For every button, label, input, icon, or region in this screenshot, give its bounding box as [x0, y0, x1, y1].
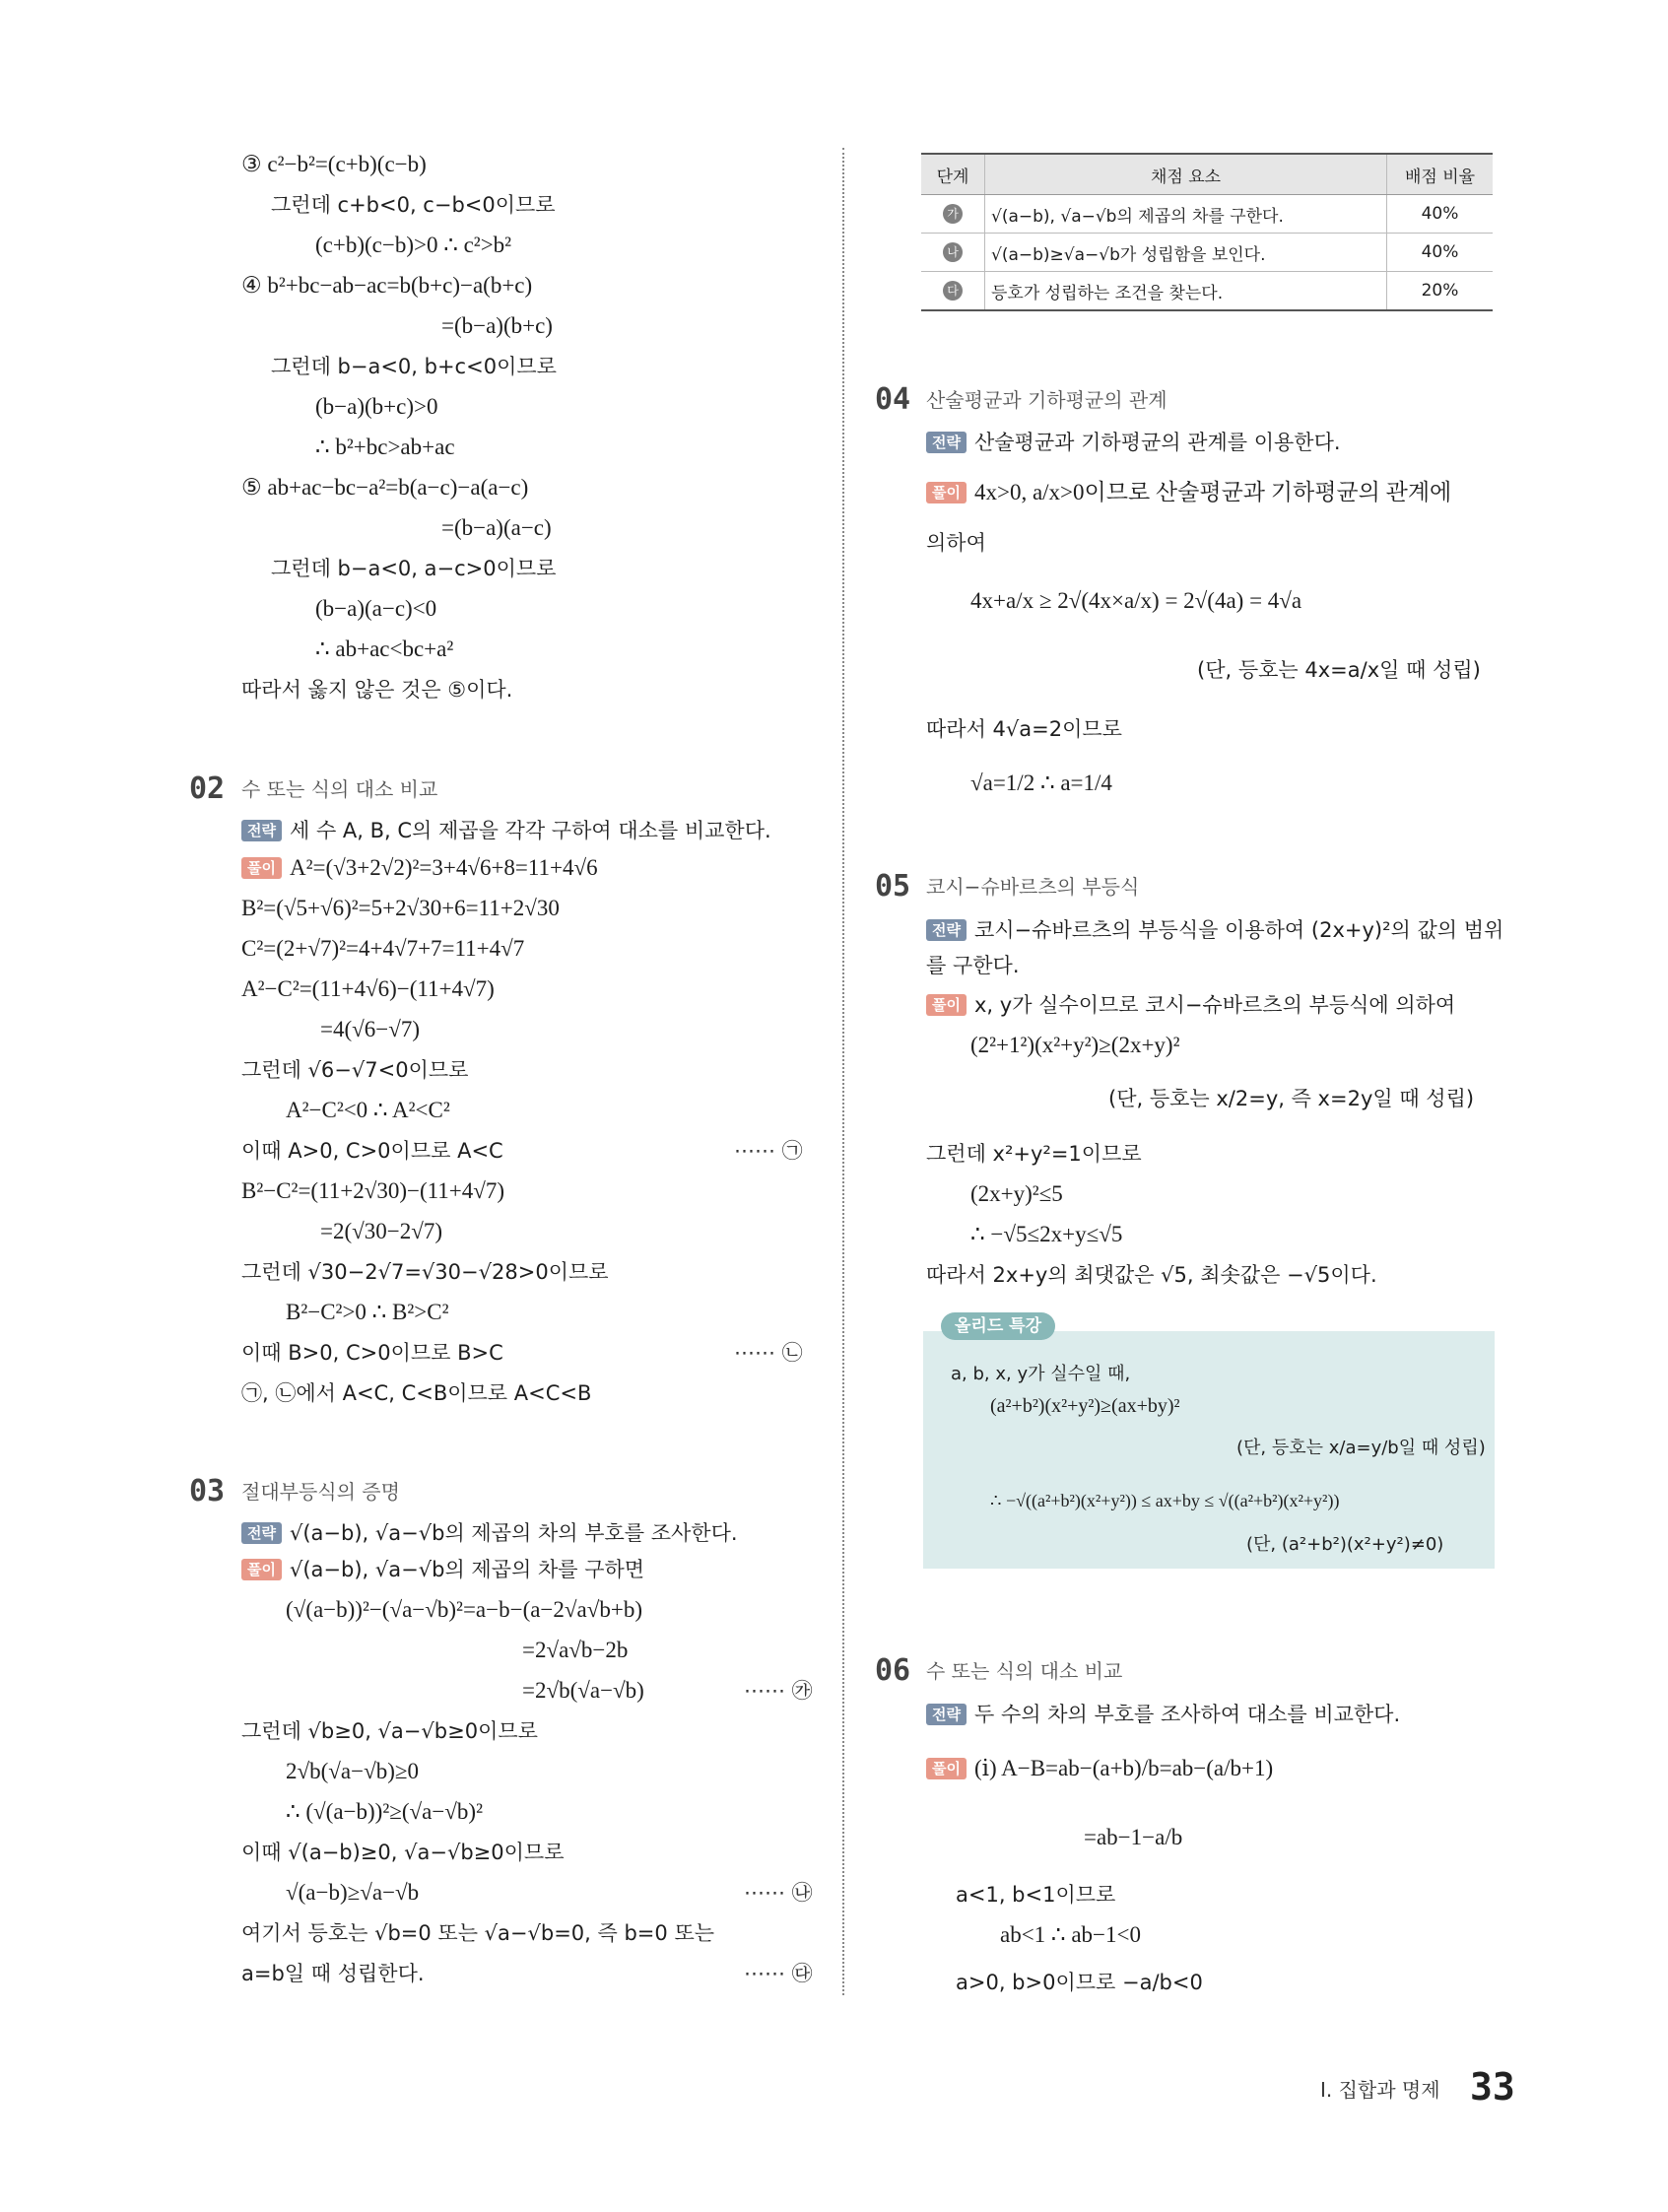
section-title: 절대부등식의 증명 — [241, 1480, 400, 1504]
math-line: 4x>0, a/x>0이므로 산술평균과 기하평균의 관계에 — [973, 480, 1452, 504]
math-line: x, y가 실수이므로 코시−슈바르츠의 부등식에 의하여 — [973, 993, 1456, 1017]
math-line: B²−C²=(11+2√30)−(11+4√7) — [241, 1178, 505, 1203]
math-line: 이때 B>0, C>0이므로 B>C — [241, 1341, 503, 1365]
text-line: (c+b)(c−b)>0 ∴ c²>b² — [315, 233, 512, 257]
text-line: 그런데 c+b<0, c−b<0이므로 — [271, 193, 556, 217]
strategy-text: 산술평균과 기하평균의 관계를 이용한다. — [973, 431, 1341, 454]
ratio-cell: 40% — [1387, 234, 1494, 272]
section-number: 03 — [189, 1474, 226, 1508]
item-cell: √(a−b), √a−√b의 제곱의 차를 구한다. — [985, 195, 1387, 234]
math-line: =2√a√b−2b — [522, 1638, 629, 1662]
section-title: 산술평균과 기하평균의 관계 — [926, 388, 1168, 412]
math-line: √(a−b), √a−√b의 제곱의 차를 구하면 — [289, 1558, 645, 1581]
math-line: 따라서 2x+y의 최댓값은 √5, 최솟값은 −√5이다. — [926, 1263, 1377, 1287]
text-line: ④ b²+bc−ab−ac=b(b+c)−a(b+c) — [241, 273, 533, 298]
table-row — [921, 195, 1493, 234]
chapter-label: Ⅰ. 집합과 명제 — [1320, 2078, 1440, 2102]
math-line: 4x+a/x ≥ 2√(4x×a/x) = 2√(4a) = 4√a — [970, 588, 1302, 613]
page-number: 33 — [1470, 2065, 1515, 2109]
table-row — [921, 234, 1493, 272]
math-line: (단, 등호는 x/2=y, 즉 x=2y일 때 성립) — [1108, 1087, 1475, 1110]
section-title: 수 또는 식의 대소 비교 — [926, 1659, 1123, 1683]
solution-tag: 풀이 — [926, 1758, 967, 1779]
text-line: 따라서 옳지 않은 것은 ⑤이다. — [241, 678, 513, 702]
strategy-line — [241, 1518, 738, 1548]
column-divider — [842, 148, 844, 1995]
ratio-cell: 40% — [1387, 195, 1494, 234]
step-badge: 나 — [943, 242, 963, 262]
math-line: 2√b(√a−√b)≥0 — [286, 1759, 419, 1783]
strategy-tag: 전략 — [926, 919, 967, 941]
tip-badge: 올리드 특강 — [941, 1312, 1055, 1340]
strategy-text: 코시−슈바르츠의 부등식을 이용하여 (2x+y)²의 값의 범위 — [973, 918, 1504, 942]
math-line: (2x+y)²≤5 — [970, 1181, 1063, 1206]
strategy-text: 세 수 A, B, C의 제곱을 각각 구하여 대소를 비교한다. — [289, 819, 771, 842]
math-line: =ab−1−a/b — [1084, 1825, 1183, 1849]
math-line: ∴ (√(a−b))²≥(√a−√b)² — [286, 1799, 483, 1824]
text-line: (b−a)(b+c)>0 — [315, 394, 438, 419]
tip-line: (a²+b²)(x²+y²)≥(ax+by)² — [990, 1395, 1180, 1417]
math-line: 이때 √(a−b)≥0, √a−√b≥0이므로 — [241, 1841, 565, 1864]
text-line: =(b−a)(b+c) — [441, 313, 553, 338]
math-line: (2²+1²)(x²+y²)≥(2x+y)² — [970, 1033, 1180, 1057]
text-line: 그런데 b−a<0, a−c>0이므로 — [271, 557, 557, 580]
math-line: ㉠, ㉡에서 A<C, C<B이므로 A<C<B — [241, 1381, 592, 1405]
tip-line: ∴ −√((a²+b²)(x²+y²)) ≤ ax+by ≤ √((a²+b²)(x²+y²)) — [990, 1491, 1340, 1510]
strategy-text: 두 수의 차의 부호를 조사하여 대소를 비교한다. — [973, 1703, 1401, 1726]
text-line: ∴ b²+bc>ab+ac — [315, 435, 455, 459]
table-header-row — [921, 154, 1493, 195]
math-line: A²−C²<0 ∴ A²<C² — [286, 1098, 450, 1122]
header-step: 단계 — [921, 154, 985, 195]
marker-1: ⋯⋯ ㉠ — [734, 1139, 803, 1163]
solution-line — [241, 1555, 644, 1584]
section-number: 02 — [189, 771, 226, 806]
solution-tag: 풀이 — [241, 857, 282, 879]
text-line: =(b−a)(a−c) — [441, 515, 552, 540]
grading-table — [921, 153, 1493, 311]
text-line: 그런데 b−a<0, b+c<0이므로 — [271, 355, 557, 378]
solution-line — [926, 1754, 1273, 1783]
item-cell: √(a−b)≥√a−√b가 성립함을 보인다. — [985, 234, 1387, 272]
math-line: ab<1 ∴ ab−1<0 — [1000, 1922, 1141, 1947]
step-cell — [921, 234, 985, 272]
section-number: 05 — [875, 869, 911, 904]
marker-na: ⋯⋯ ㉯ — [744, 1881, 813, 1905]
math-line: a>0, b>0이므로 −a/b<0 — [956, 1971, 1203, 1994]
math-line: A²=(√3+2√2)²=3+4√6+8=11+4√6 — [289, 855, 598, 880]
strategy-tag: 전략 — [241, 820, 282, 841]
math-line: 그런데 x²+y²=1이므로 — [926, 1142, 1142, 1166]
header-ratio: 배점 비율 — [1387, 154, 1494, 195]
strategy-text-2: 를 구한다. — [926, 954, 1020, 977]
math-line: ∴ −√5≤2x+y≤√5 — [970, 1222, 1123, 1246]
header-item: 채점 요소 — [985, 154, 1387, 195]
section-title: 수 또는 식의 대소 비교 — [241, 777, 438, 801]
table-row — [921, 272, 1493, 311]
math-line: (ⅰ) A−B=ab−(a+b)/b=ab−(a/b+1) — [973, 1756, 1274, 1780]
strategy-tag: 전략 — [241, 1522, 282, 1544]
math-line: B²−C²>0 ∴ B²>C² — [286, 1300, 449, 1324]
text-line: ⑤ ab+ac−bc−a²=b(a−c)−a(a−c) — [241, 475, 529, 500]
math-line: B²=(√5+√6)²=5+2√30+6=11+2√30 — [241, 896, 560, 920]
section-number: 06 — [875, 1653, 911, 1688]
solution-tag: 풀이 — [241, 1559, 282, 1580]
math-line: 그런데 √6−√7<0이므로 — [241, 1058, 469, 1082]
solution-tag: 풀이 — [926, 994, 967, 1016]
math-line: =4(√6−√7) — [320, 1017, 421, 1041]
item-cell: 등호가 성립하는 조건을 찾는다. — [985, 272, 1387, 311]
math-line: √a=1/2 ∴ a=1/4 — [970, 771, 1112, 795]
step-badge: 다 — [943, 281, 963, 301]
strategy-tag: 전략 — [926, 432, 967, 453]
math-line: =2(√30−2√7) — [320, 1219, 443, 1243]
solution-tag: 풀이 — [926, 482, 967, 503]
section-title: 코시−슈바르츠의 부등식 — [926, 875, 1140, 899]
step-badge: 가 — [943, 204, 963, 224]
ratio-cell: 20% — [1387, 272, 1494, 311]
strategy-line — [241, 816, 771, 845]
tip-line: (단, (a²+b²)(x²+y²)≠0) — [1246, 1534, 1444, 1555]
math-line: 그런데 √b≥0, √a−√b≥0이므로 — [241, 1719, 538, 1743]
section-number: 04 — [875, 382, 911, 417]
math-line: (√(a−b))²−(√a−√b)²=a−b−(a−2√a√b+b) — [286, 1597, 642, 1622]
math-line: 여기서 등호는 √b=0 또는 √a−√b=0, 즉 b=0 또는 — [241, 1921, 715, 1945]
tip-line: a, b, x, y가 실수일 때, — [951, 1364, 1131, 1384]
text-line: ∴ ab+ac<bc+a² — [315, 637, 454, 661]
step-cell — [921, 195, 985, 234]
math-line: a<1, b<1이므로 — [956, 1883, 1116, 1907]
step-cell — [921, 272, 985, 311]
math-line: =2√b(√a−√b) — [522, 1678, 644, 1703]
strategy-text: √(a−b), √a−√b의 제곱의 차의 부호를 조사한다. — [289, 1521, 738, 1545]
strategy-line — [926, 915, 1503, 945]
marker-da: ⋯⋯ ㉰ — [744, 1962, 813, 1985]
math-line: (단, 등호는 4x=a/x일 때 성립) — [1197, 658, 1481, 682]
math-line: 그런데 √30−2√7=√30−√28>0이므로 — [241, 1260, 609, 1284]
text-line: ③ c²−b²=(c+b)(c−b) — [241, 152, 427, 176]
strategy-line — [926, 428, 1341, 457]
math-line: 이때 A>0, C>0이므로 A<C — [241, 1139, 503, 1163]
tip-line: (단, 등호는 x/a=y/b일 때 성립) — [1236, 1438, 1486, 1458]
solution-line — [241, 853, 598, 883]
solution-line — [926, 990, 1455, 1020]
math-line: 따라서 4√a=2이므로 — [926, 717, 1122, 741]
math-line: √(a−b)≥√a−√b — [286, 1880, 420, 1905]
marker-ga: ⋯⋯ ㉮ — [744, 1679, 813, 1703]
math-line: 의하여 — [926, 531, 986, 555]
strategy-line — [926, 1700, 1400, 1729]
solution-line — [926, 478, 1451, 507]
marker-2: ⋯⋯ ㉡ — [734, 1341, 803, 1365]
math-line: A²−C²=(11+4√6)−(11+4√7) — [241, 976, 495, 1001]
strategy-tag: 전략 — [926, 1704, 967, 1725]
text-line: (b−a)(a−c)<0 — [315, 596, 437, 621]
math-line: C²=(2+√7)²=4+4√7+7=11+4√7 — [241, 936, 525, 961]
math-line: a=b일 때 성립한다. — [241, 1962, 425, 1985]
